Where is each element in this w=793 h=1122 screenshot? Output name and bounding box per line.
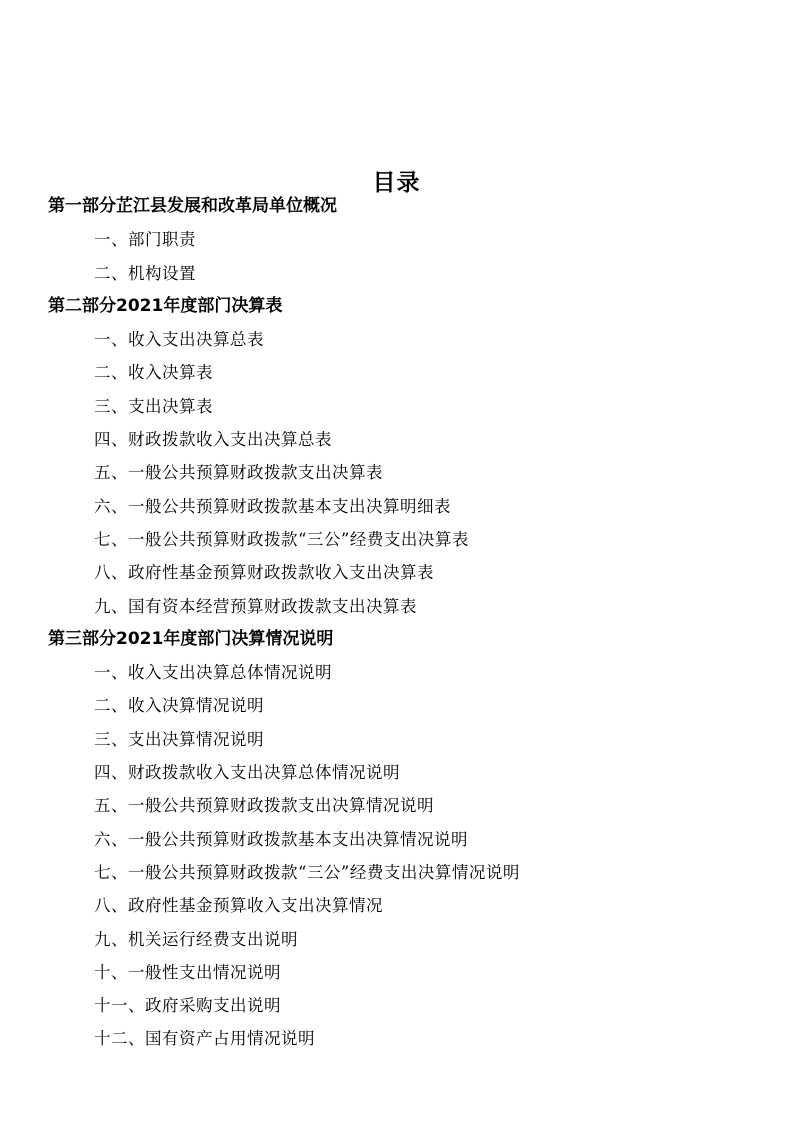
- toc-item-list: [0, 656, 793, 1056]
- section-heading[interactable]: 第一部分芷江县发展和改革局单位概况: [48, 196, 337, 216]
- toc-item[interactable]: 八、政府性基金预算财政拨款收入支出决算表: [94, 563, 434, 583]
- toc-item[interactable]: 四、财政拨款收入支出决算总体情况说明: [94, 763, 400, 783]
- toc-item[interactable]: 九、国有资本经营预算财政拨款支出决算表: [94, 596, 417, 616]
- toc-item[interactable]: 二、收入决算情况说明: [94, 696, 264, 716]
- toc-item[interactable]: 十二、国有资产占用情况说明: [94, 1029, 315, 1049]
- toc-item[interactable]: 五、一般公共预算财政拨款支出决算情况说明: [94, 796, 434, 816]
- toc-item[interactable]: 二、机构设置: [94, 263, 196, 283]
- page-title: 目录: [372, 170, 421, 197]
- section-heading[interactable]: 第三部分2021年度部门决算情况说明: [48, 628, 334, 649]
- toc-item[interactable]: 二、收入决算表: [94, 363, 213, 383]
- toc-item[interactable]: 十、一般性支出情况说明: [94, 962, 281, 982]
- toc-section-part-2: [0, 290, 793, 623]
- toc-item[interactable]: 六、一般公共预算财政拨款基本支出决算明细表: [94, 496, 451, 516]
- toc-item[interactable]: 十一、政府采购支出说明: [94, 996, 281, 1016]
- toc-item[interactable]: 一、收入支出决算总表: [94, 330, 264, 350]
- toc-item[interactable]: 一、部门职责: [94, 230, 196, 250]
- toc-item[interactable]: 五、一般公共预算财政拨款支出决算表: [94, 463, 383, 483]
- toc-section-part-3: [0, 623, 793, 1056]
- toc-item[interactable]: 三、支出决算表: [94, 396, 213, 416]
- toc-section-part-1: [0, 190, 793, 290]
- toc-item[interactable]: 一、收入支出决算总体情况说明: [94, 663, 332, 683]
- toc-item[interactable]: 七、一般公共预算财政拨款“三公”经费支出决算表: [94, 529, 469, 549]
- section-heading[interactable]: 第二部分2021年度部门决算表: [48, 295, 283, 316]
- toc-item[interactable]: 九、机关运行经费支出说明: [94, 929, 298, 949]
- toc-item-list: [0, 223, 793, 290]
- toc-item[interactable]: 七、一般公共预算财政拨款“三公”经费支出决算情况说明: [94, 862, 520, 882]
- toc-item[interactable]: 八、政府性基金预算收入支出决算情况: [94, 896, 383, 916]
- toc-item[interactable]: 三、支出决算情况说明: [94, 729, 264, 749]
- table-of-contents: [0, 190, 793, 1056]
- toc-item[interactable]: 四、财政拨款收入支出决算总表: [94, 430, 332, 450]
- toc-item[interactable]: 六、一般公共预算财政拨款基本支出决算情况说明: [94, 829, 468, 849]
- toc-item-list: [0, 323, 793, 623]
